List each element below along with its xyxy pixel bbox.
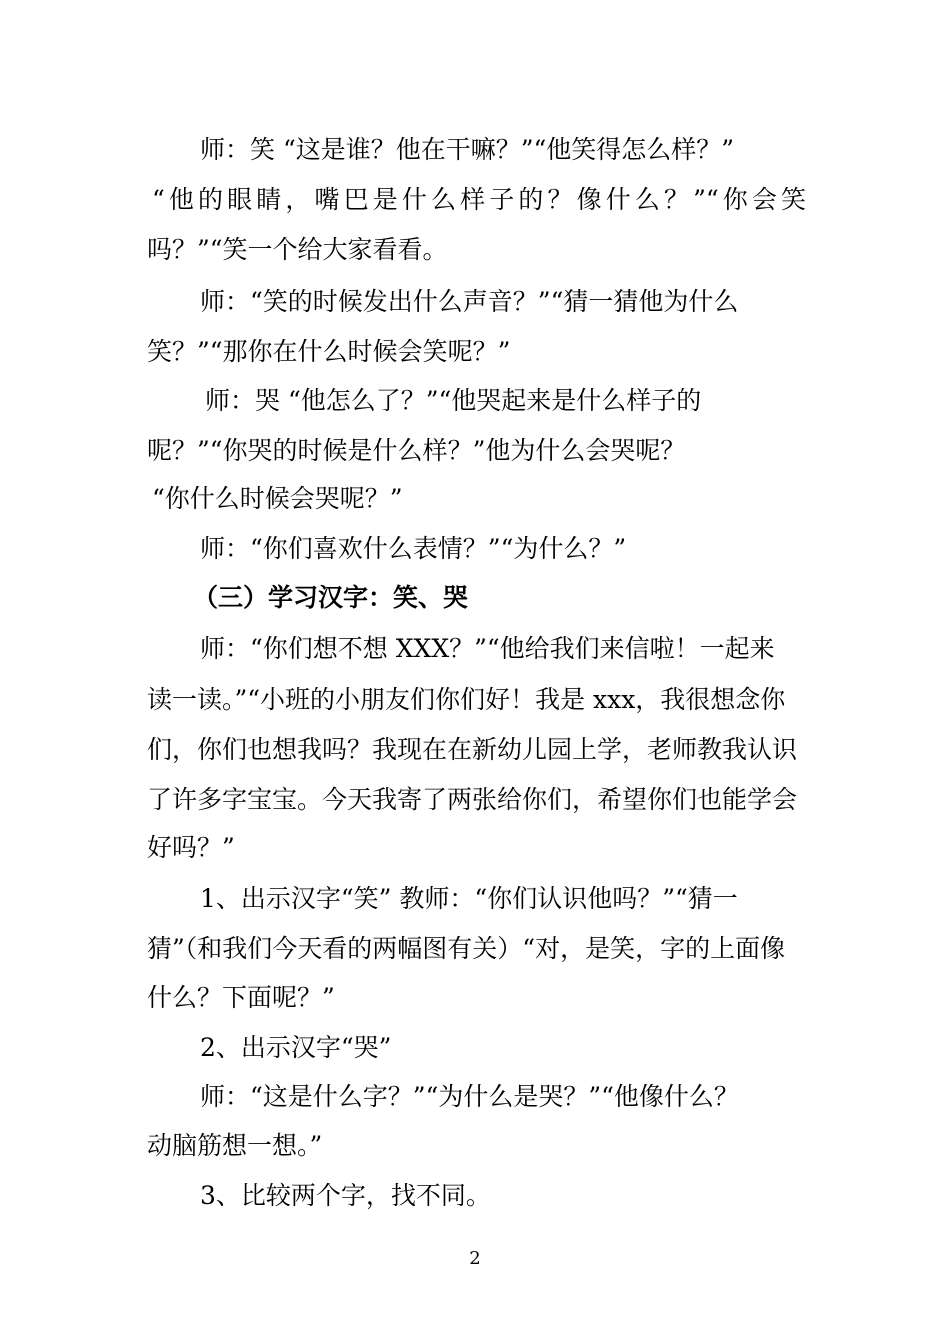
paragraph-line: 3、比较两个字，找不同。 (200, 1181, 491, 1210)
paragraph-line: 读一读。”“小班的小朋友们你们好！我是 xxx，我很想念你 (147, 685, 786, 714)
paragraph-line: 师：笑 “这是谁？他在干嘛？”“他笑得怎么样？” (200, 135, 735, 164)
paragraph-line: 师：“这是什么字？”“为什么是哭？”“他像什么？ (200, 1082, 739, 1111)
paragraph-line: 吗？”“笑一个给大家看看。 (147, 235, 448, 264)
paragraph-line: 师：“你们想不想 XXX？”“他给我们来信啦！一起来 (200, 634, 775, 663)
paragraph-line: “你什么时候会哭呢？” (152, 484, 403, 513)
paragraph-line: 呢？”“你哭的时候是什么样？”他为什么会哭呢？ (147, 436, 686, 465)
paragraph-line: 了许多字宝宝。今天我寄了两张给你们，希望你们也能学会 (147, 785, 798, 814)
paragraph-line: 师：哭 “他怎么了？”“他哭起来是什么样子的 (205, 386, 702, 415)
paragraph-line: 猜”（和我们今天看的两幅图有关）“对，是笑，字的上面像 (147, 934, 786, 963)
paragraph-line: 好吗？” (147, 833, 235, 862)
paragraph-line: 师：“笑的时候发出什么声音？”“猜一猜他为什么 (200, 287, 739, 316)
paragraph-line: “他的眼睛，嘴巴是什么样子的？像什么？”“你会笑 (152, 185, 806, 214)
paragraph-line: 什么？下面呢？” (147, 983, 335, 1012)
paragraph-line: 们，你们也想我吗？我现在在新幼儿园上学，老师教我认识 (147, 735, 798, 764)
paragraph-line: 2、出示汉字“哭” (200, 1033, 392, 1062)
paragraph-line: 师：“你们喜欢什么表情？”“为什么？” (200, 534, 627, 563)
section-heading: （三）学习汉字：笑、哭 (193, 583, 469, 612)
paragraph-line: 1、出示汉字“笑” 教师：“你们认识他吗？”“猜一 (200, 884, 738, 913)
paragraph-line: 笑？”“那你在什么时候会笑呢？” (147, 337, 511, 366)
page-number: 2 (469, 1248, 481, 1269)
paragraph-line: 动脑筋想一想。” (147, 1131, 323, 1160)
